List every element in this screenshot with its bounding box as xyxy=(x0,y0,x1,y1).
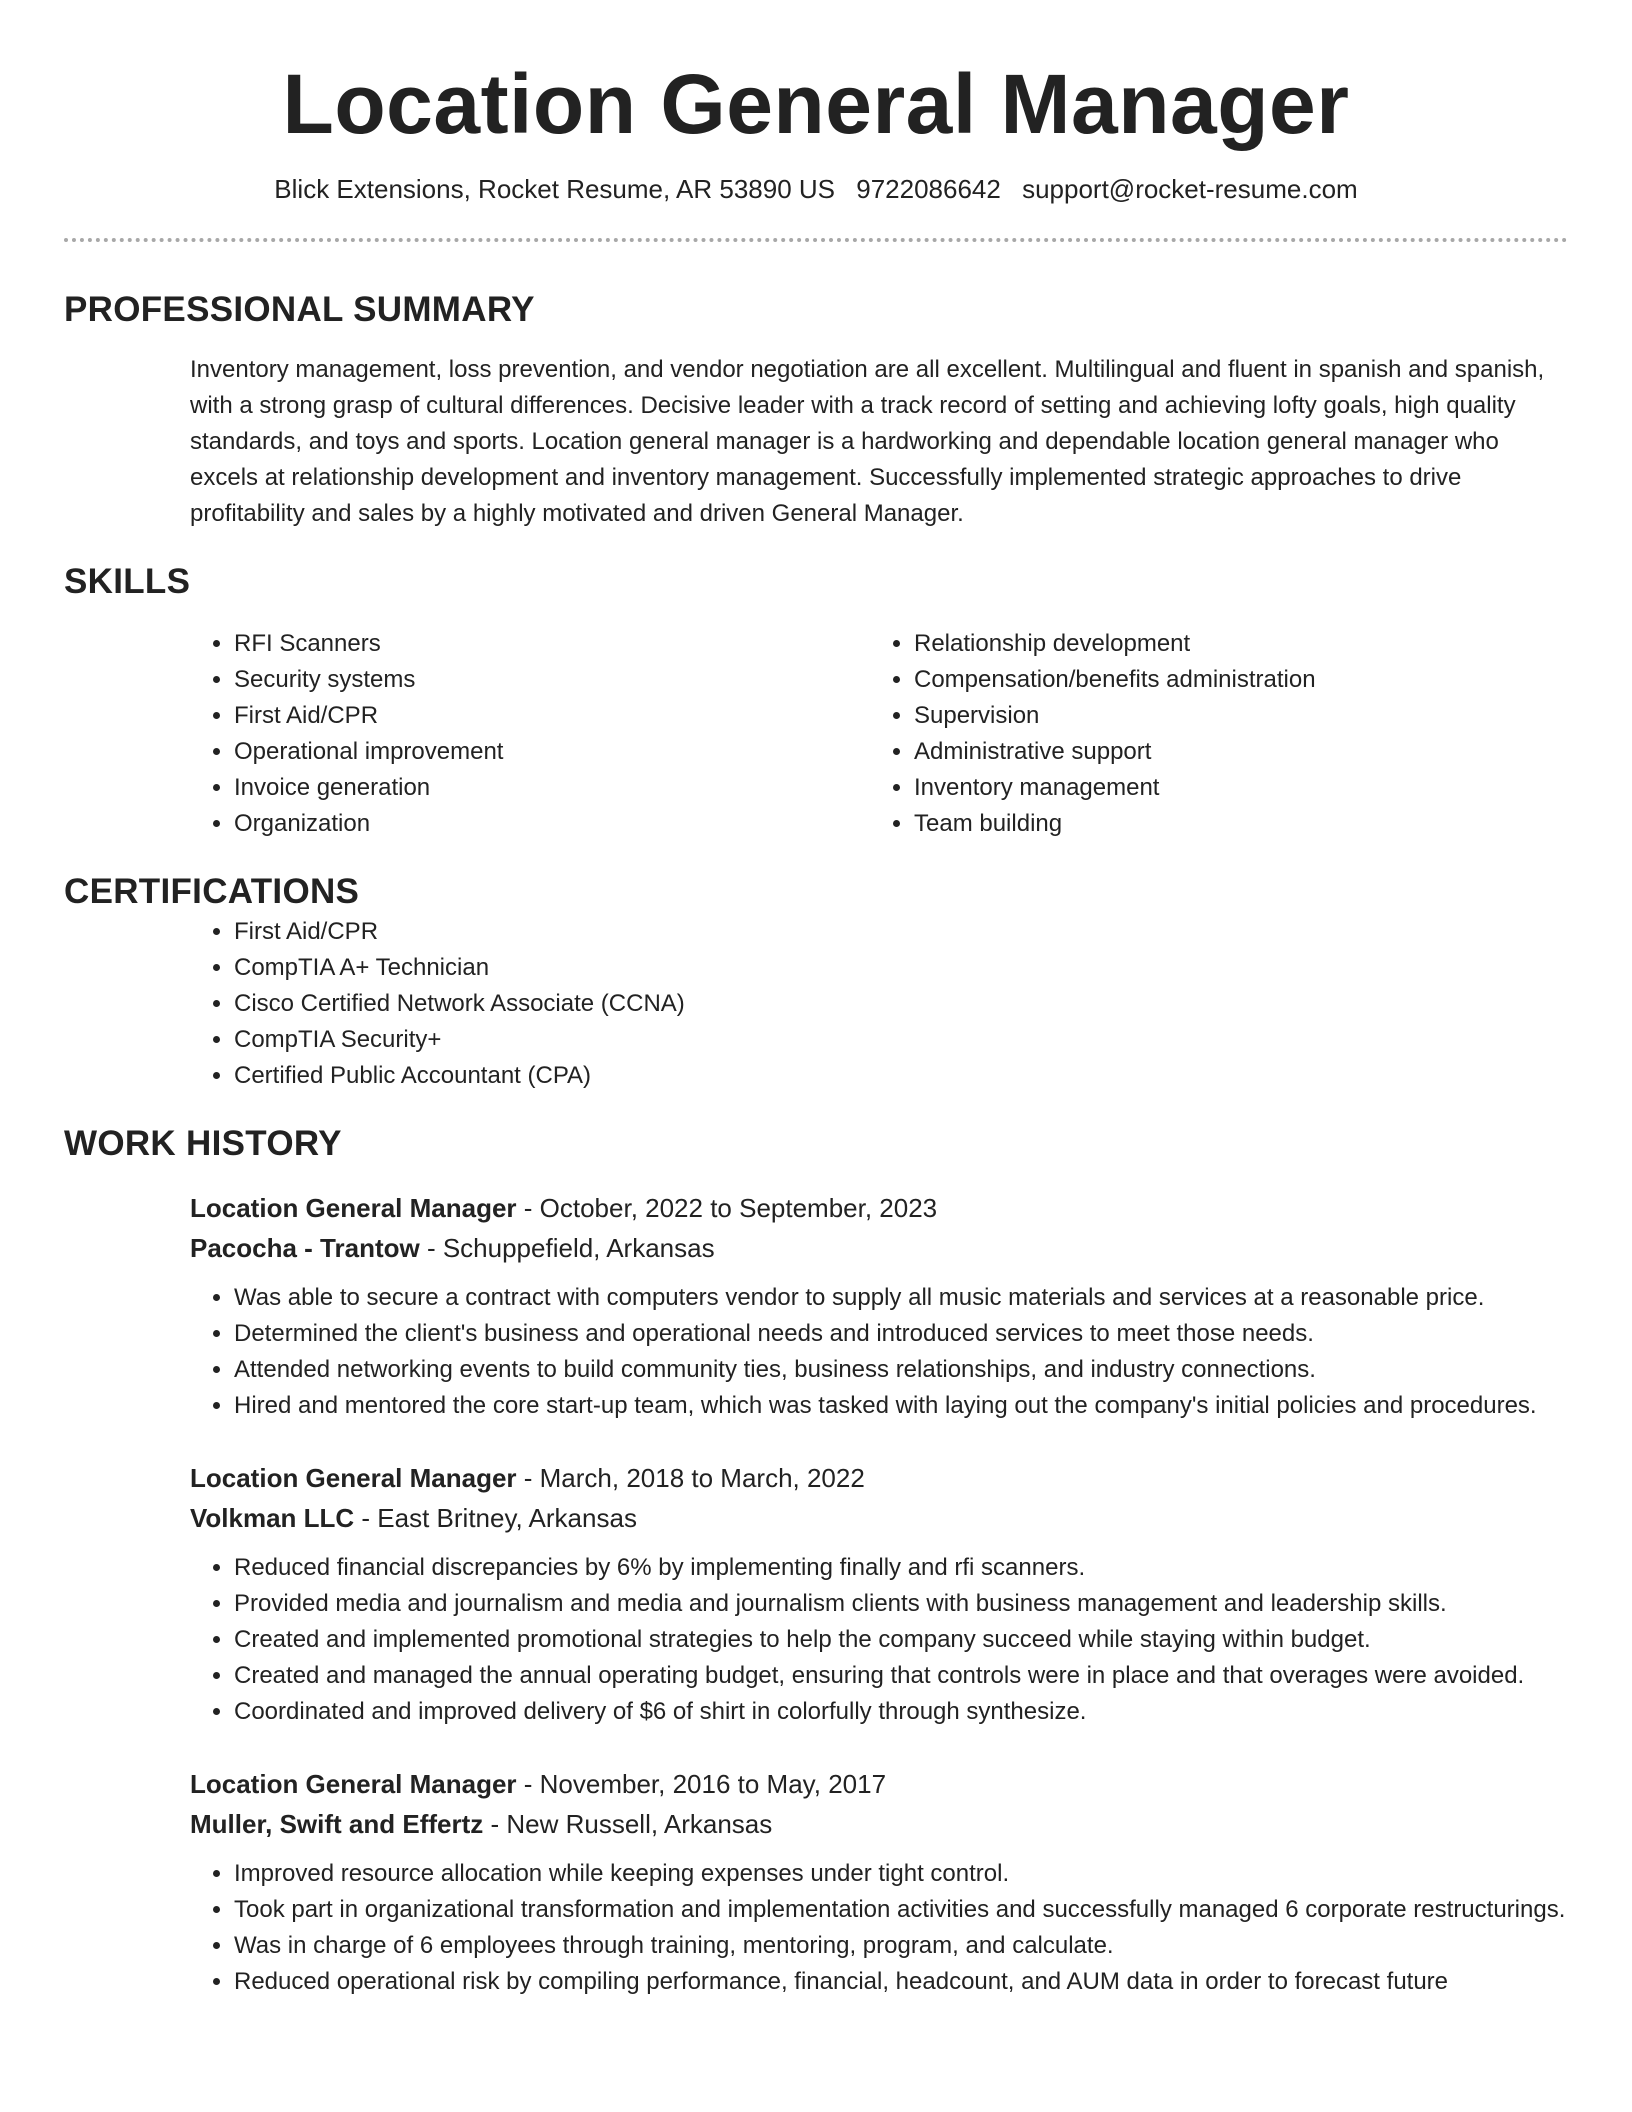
job-duty: • Created and managed the annual operating budget, ensuring that controls were in place and that overages were avoided. xyxy=(234,1658,1568,1694)
job-duty: • Improved resource allocation while keeping expenses under tight control. xyxy=(234,1856,1568,1892)
skill-item: • Team building xyxy=(914,806,1550,842)
summary-heading: PROFESSIONAL SUMMARY xyxy=(64,290,535,329)
job-location: - Schuppefield, Arkansas xyxy=(419,1233,715,1263)
job-duties-list xyxy=(190,1550,1568,1730)
skills-column-right xyxy=(870,626,1550,842)
job-title-line xyxy=(190,1458,1568,1498)
job-duties-list xyxy=(190,1856,1568,2000)
resume-header xyxy=(64,0,1568,206)
certifications-list xyxy=(190,914,1568,1094)
certification-item: • CompTIA A+ Technician xyxy=(234,950,1568,986)
job-entry xyxy=(190,1764,1568,2000)
skill-item: • Inventory management xyxy=(914,770,1550,806)
skill-item: • Organization xyxy=(234,806,870,842)
job-title-line xyxy=(190,1764,1568,1804)
job-duty: • Coordinated and improved delivery of $6 of shirt in colorfully through synthesize. xyxy=(234,1694,1568,1730)
job-duty: • Reduced operational risk by compiling performance, financial, headcount, and AUM data in order to forecast future xyxy=(234,1964,1568,2000)
skill-item: • Compensation/benefits administration xyxy=(914,662,1550,698)
job-duties-list xyxy=(190,1280,1568,1424)
summary-text: Inventory management, loss prevention, and vendor negotiation are all excellent. Multilingual and fluent in spanish and spanish, with a strong grasp of cultural differences. Decisive leader with a track record of setting and achieving lofty goals, high quality standards, and toys and sports. Location general manager is a hardworking and dependable location general manager who excels at relationship development and inventory management. Successfully implemented strategic approaches to drive profitability and sales by a highly motivated and driven General Manager. xyxy=(190,356,1545,527)
skills-list-right xyxy=(870,626,1550,842)
job-dates: - November, 2016 to May, 2017 xyxy=(516,1769,887,1799)
job-duty: • Took part in organizational transformation and implementation activities and successfully managed 6 corporate restructurings. xyxy=(234,1892,1568,1928)
candidate-title: Location General Manager xyxy=(282,57,1350,151)
contact-line xyxy=(64,172,1568,206)
job-company: Volkman LLC xyxy=(190,1503,355,1533)
contact-phone: 9722086642 xyxy=(856,174,1001,204)
job-duty: • Provided media and journalism and media and journalism clients with business management and leadership skills. xyxy=(234,1586,1568,1622)
skill-item: • Security systems xyxy=(234,662,870,698)
job-company: Pacocha - Trantow xyxy=(190,1233,420,1263)
skills-heading: SKILLS xyxy=(64,562,191,601)
skills-list-left xyxy=(190,626,870,842)
certification-item: • Cisco Certified Network Associate (CCNA) xyxy=(234,986,1568,1022)
job-location: - New Russell, Arkansas xyxy=(483,1809,773,1839)
job-company-line xyxy=(190,1228,1568,1268)
job-entry xyxy=(190,1458,1568,1730)
contact-email: support@rocket-resume.com xyxy=(1022,174,1358,204)
job-role: Location General Manager xyxy=(190,1193,517,1223)
job-duty: • Determined the client's business and operational needs and introduced services to meet those needs. xyxy=(234,1316,1568,1352)
skill-item: • Invoice generation xyxy=(234,770,870,806)
job-company-line xyxy=(190,1804,1568,1844)
work-history-heading: WORK HISTORY xyxy=(64,1124,342,1163)
skills-section xyxy=(64,560,1568,842)
job-role: Location General Manager xyxy=(190,1769,517,1799)
job-duty: • Reduced financial discrepancies by 6% by implementing finally and rfi scanners. xyxy=(234,1550,1568,1586)
certification-item: • Certified Public Accountant (CPA) xyxy=(234,1058,1568,1094)
skill-item: • First Aid/CPR xyxy=(234,698,870,734)
job-duty: • Attended networking events to build community ties, business relationships, and industry connections. xyxy=(234,1352,1568,1388)
skills-grid xyxy=(190,626,1568,842)
skill-item: • Administrative support xyxy=(914,734,1550,770)
skill-item: • RFI Scanners xyxy=(234,626,870,662)
certification-item: • First Aid/CPR xyxy=(234,914,1568,950)
skills-column-left xyxy=(190,626,870,842)
skill-item: • Relationship development xyxy=(914,626,1550,662)
certifications-heading: CERTIFICATIONS xyxy=(64,872,360,911)
job-role: Location General Manager xyxy=(190,1463,517,1493)
job-location: - East Britney, Arkansas xyxy=(354,1503,637,1533)
work-history-section xyxy=(64,1122,1568,2000)
job-entry xyxy=(190,1188,1568,1424)
job-duty: • Was in charge of 6 employees through training, mentoring, program, and calculate. xyxy=(234,1928,1568,1964)
job-company-line xyxy=(190,1498,1568,1538)
job-duty: • Was able to secure a contract with computers vendor to supply all music materials and services at a reasonable price. xyxy=(234,1280,1568,1316)
skill-item: • Supervision xyxy=(914,698,1550,734)
job-company: Muller, Swift and Effertz xyxy=(190,1809,484,1839)
job-duty: • Hired and mentored the core start-up team, which was tasked with laying out the company's initial policies and procedures. xyxy=(234,1388,1568,1424)
job-title-line xyxy=(190,1188,1568,1228)
job-dates: - March, 2018 to March, 2022 xyxy=(516,1463,865,1493)
job-dates: - October, 2022 to September, 2023 xyxy=(516,1193,938,1223)
certifications-section xyxy=(64,870,1568,1094)
certification-item: • CompTIA Security+ xyxy=(234,1022,1568,1058)
contact-address: Blick Extensions, Rocket Resume, AR 53890 US xyxy=(274,174,835,204)
summary-section xyxy=(64,288,1568,532)
skill-item: • Operational improvement xyxy=(234,734,870,770)
header-divider xyxy=(64,238,1568,242)
job-duty: • Created and implemented promotional strategies to help the company succeed while staying within budget. xyxy=(234,1622,1568,1658)
